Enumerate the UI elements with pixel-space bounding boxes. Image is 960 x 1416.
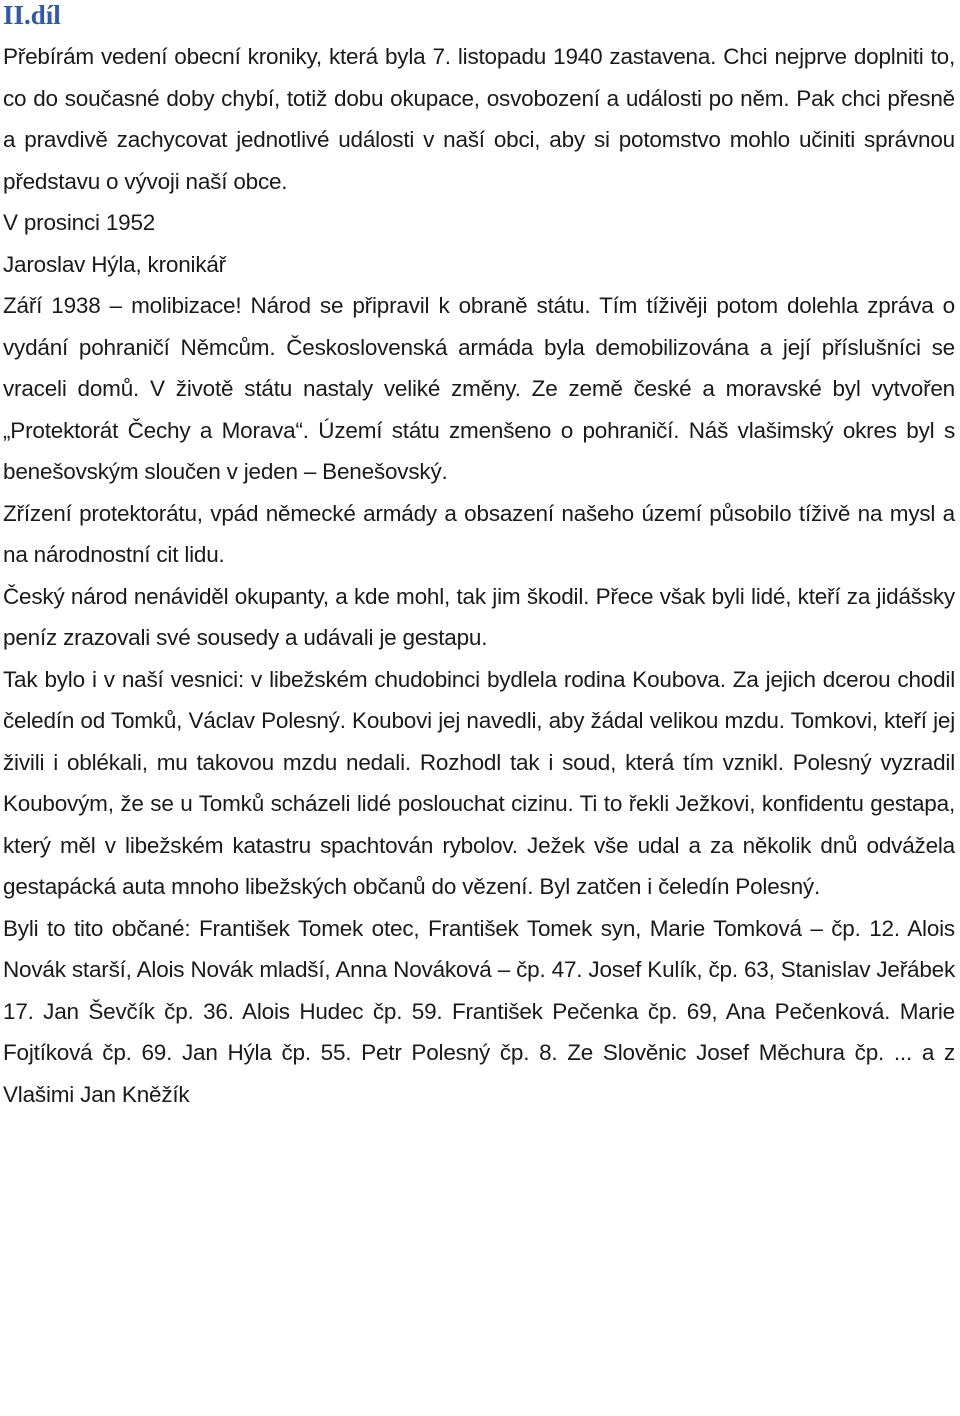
paragraph-arrested-citizens: Byli to tito občané: František Tomek otec, František Tomek syn, Marie Tomková – čp. 12. Alois Novák starší, Alois Novák mladší, Anna Nováková – čp. 47. Josef Kulík, čp. 63, Stanislav Jeřábek 17. Jan Ševčík čp. 36. Alois Hudec čp. 59. František Pečenka čp. 69, Ana Pečenková. Marie Fojtíková čp. 69. Jan Hýla čp. 55. Petr Polesný čp. 8. Ze Slověnic Josef Měchura čp. ... a z Vlašimi Jan Kněžík bbox=[3, 915, 955, 1107]
paragraph-mobilization: Září 1938 – molibizace! Národ se připravil k obraně státu. Tím tíživěji potom dolehla zpráva o vydání pohraničí Němcům. Československá armáda byla demobilizována a její příslušníci se vraceli domů. V životě státu nastaly veliké změny. Ze země české a moravské byl vytvořen „Protektorát Čechy a Morava“. Území státu zmenšeno o pohraničí. Náš vlašimský okres byl s benešovským sloučen v jeden – Benešovský. bbox=[3, 293, 955, 484]
intro-paragraph: Přebírám vedení obecní kroniky, která byla 7. listopadu 1940 zastavena. Chci nejprve doplniti to, co do současné doby chybí, totiž dobu okupace, osvobození a události po něm. Pak chci přesně a pravdivě zachycovat jednotlivé události v naší obci, aby si potomstvo mohlo učiniti správnou představu o vývoji naší obce. bbox=[3, 44, 955, 194]
document-page bbox=[3, 0, 955, 1115]
date-line: V prosinci 1952 bbox=[3, 210, 156, 235]
part-heading: II.díl bbox=[3, 0, 61, 30]
paragraph-protectorate: Zřízení protektorátu, vpád německé armády a obsazení našeho území působilo tíživě na mysl a na národnostní cit lidu. bbox=[3, 500, 955, 567]
author-line: Jaroslav Hýla, kronikář bbox=[3, 251, 226, 277]
paragraph-village-story: Tak bylo i v naší vesnici: v libežském chudobinci bydlela rodina Koubova. Za jejich dcerou chodil čeledín od Tomků, Václav Polesný. Koubovi jej navedli, aby žádal velikou mzdu. Tomkovi, kteří jej živili i oblékali, mu takovou mzdu nedali. Rozhodl tak i soud, která tím vznikl. Polesný vyzradil Koubovým, že se u Tomků scházeli lidé poslouchat cizinu. Ti to řekli Ježkovi, konfidentu gestapa, který měl v libežském katastru spachtován rybolov. Ježek vše udal a za několik dnů odvážela gestapácká auta mnoho libežských občanů do vězení. Byl zatčen i čeledín Polesný. bbox=[3, 666, 955, 899]
paragraph-occupants: Český národ nenáviděl okupanty, a kde mohl, tak jim škodil. Přece však byli lidé, kteří za jidášsky peníz zrazovali své sousedy a udávali je gestapu. bbox=[3, 583, 955, 650]
